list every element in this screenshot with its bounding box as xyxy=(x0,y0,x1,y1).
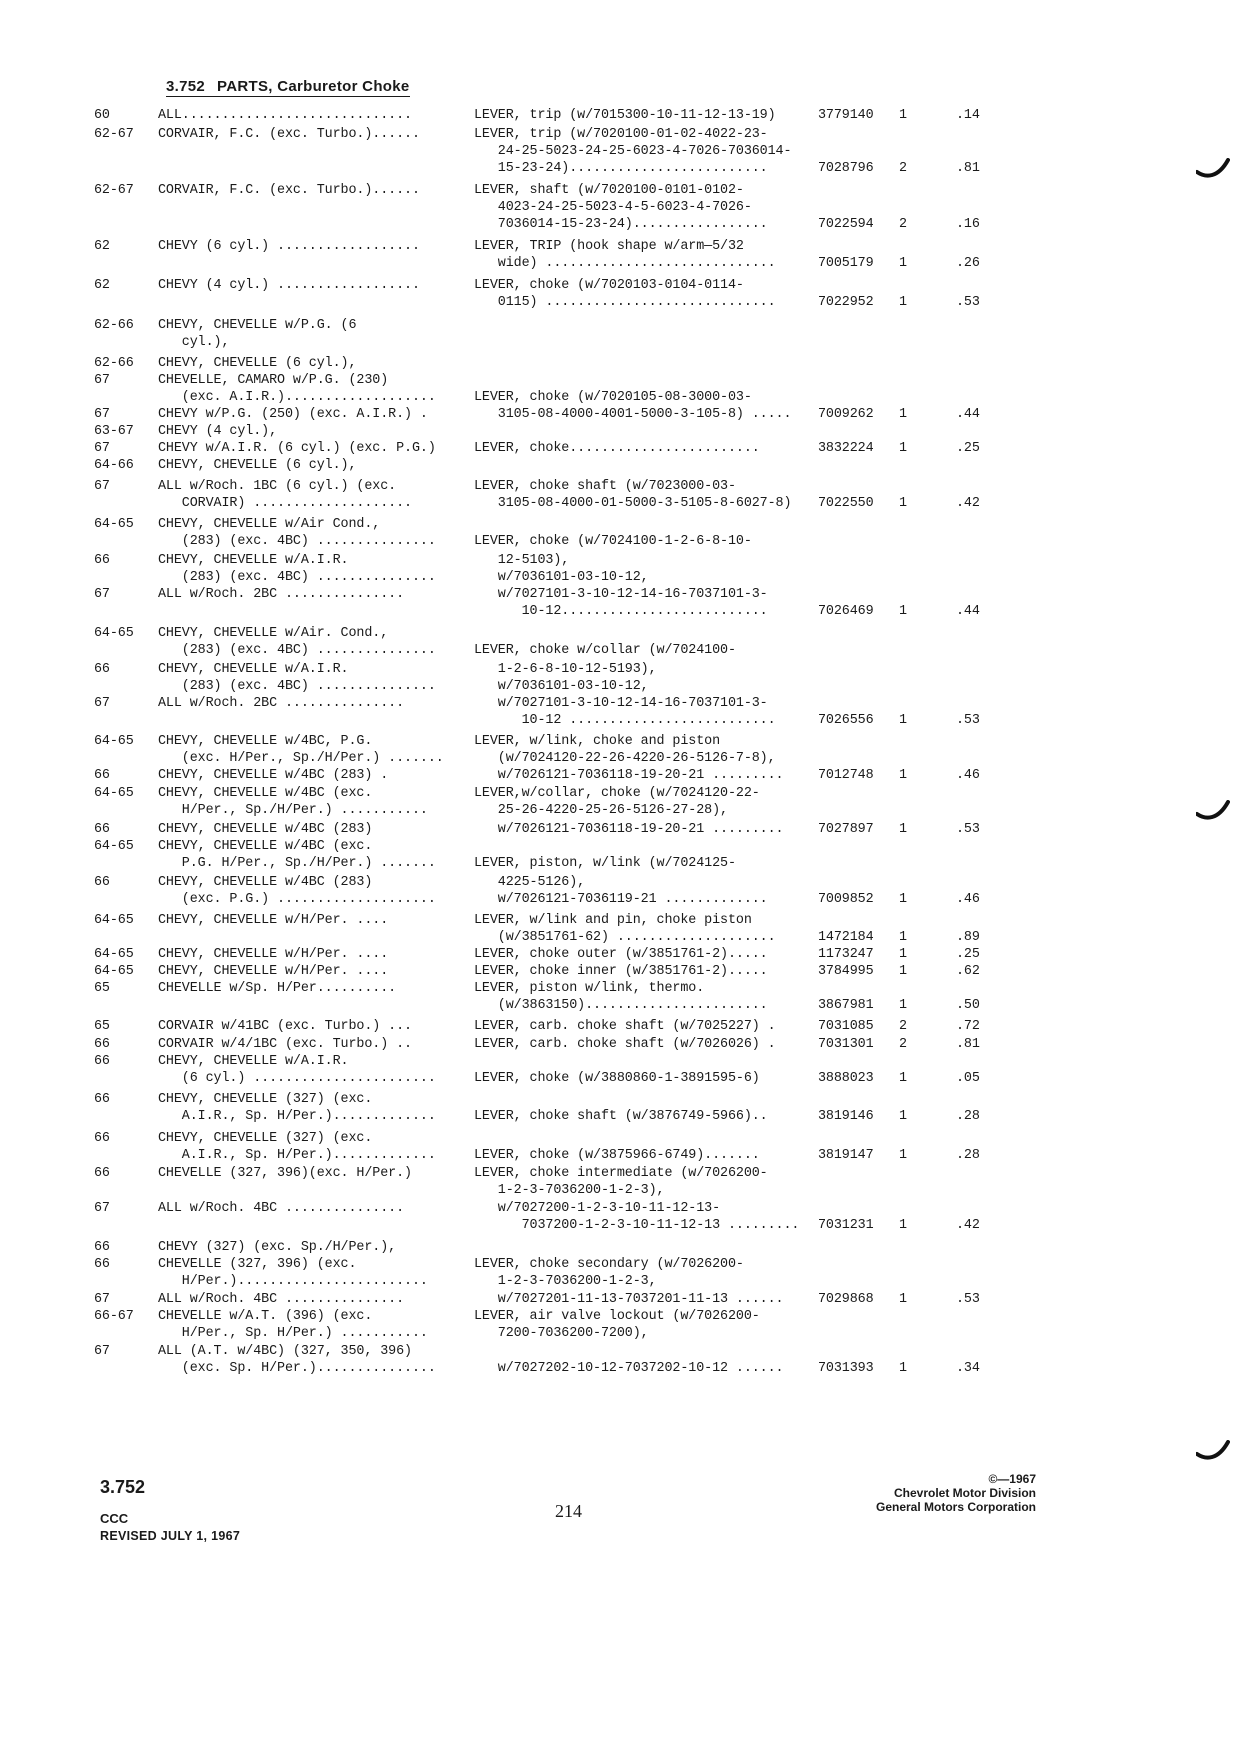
description-cell: LEVER, carb. choke shaft (w/7026026) . xyxy=(474,1037,776,1052)
model-cell: CHEVY, CHEVELLE w/Air. Cond., xyxy=(158,626,389,641)
description-cell: LEVER, choke intermediate (w/7026200- xyxy=(474,1166,768,1181)
model-cell: CORVAIR, F.C. (exc. Turbo.)...... xyxy=(158,127,420,142)
year-cell: 66 xyxy=(94,1054,110,1069)
model-cell: CHEVY, CHEVELLE w/4BC (exc. xyxy=(158,839,373,854)
quantity-cell: 1 xyxy=(899,604,907,619)
part-number-cell: 7012748 xyxy=(818,768,874,783)
description-cell: LEVER, choke (w/7020105-08-3000-03- xyxy=(474,390,752,405)
model-cell: H/Per., Sp. H/Per.) ........... xyxy=(158,1326,428,1341)
model-cell: CHEVY, CHEVELLE w/4BC (exc. xyxy=(158,786,373,801)
model-cell: CORVAIR w/41BC (exc. Turbo.) ... xyxy=(158,1019,412,1034)
model-cell: CHEVY (327) (exc. Sp./H/Per.), xyxy=(158,1240,397,1255)
model-cell: CHEVY, CHEVELLE (327) (exc. xyxy=(158,1092,373,1107)
quantity-cell: 1 xyxy=(899,108,907,123)
quantity-cell: 1 xyxy=(899,822,907,837)
part-number-cell: 3832224 xyxy=(818,441,874,456)
year-cell: 64-65 xyxy=(94,626,134,641)
part-number-cell: 7029868 xyxy=(818,1292,874,1307)
quantity-cell: 1 xyxy=(899,964,907,979)
description-cell: 7200-7036200-7200), xyxy=(474,1326,649,1341)
model-cell: CHEVY (6 cyl.) .................. xyxy=(158,239,420,254)
description-cell: 10-12 .......................... xyxy=(474,713,776,728)
footer-publisher xyxy=(876,1472,1036,1514)
price-cell: .28 xyxy=(956,1148,980,1163)
year-cell: 66 xyxy=(94,1131,110,1146)
description-cell: w/7026121-7036119-21 ............. xyxy=(474,892,768,907)
model-cell: ALL w/Roch. 2BC ............... xyxy=(158,696,405,711)
model-cell: CHEVY w/A.I.R. (6 cyl.) (exc. P.G.) xyxy=(158,441,436,456)
price-cell: .16 xyxy=(956,217,980,232)
description-cell: LEVER, trip (w/7015300-10-11-12-13-19) xyxy=(474,108,776,123)
footer-revised-date: REVISED JULY 1, 1967 xyxy=(100,1529,241,1543)
part-number-cell: 7022594 xyxy=(818,217,874,232)
corporation-name: General Motors Corporation xyxy=(875,1500,1036,1514)
part-number-cell: 7026469 xyxy=(818,604,874,619)
quantity-cell: 2 xyxy=(899,1037,907,1052)
description-cell: 3105-08-4000-4001-5000-3-105-8) ..... xyxy=(474,407,792,422)
binding-mark-icon xyxy=(1196,1440,1230,1466)
model-cell: CHEVY, CHEVELLE w/Air Cond., xyxy=(158,517,381,532)
description-cell: w/7036101-03-10-12, xyxy=(474,570,649,585)
model-cell: (283) (exc. 4BC) ............... xyxy=(158,570,436,585)
model-cell: CORVAIR) .................... xyxy=(158,496,412,511)
description-cell: w/7026121-7036118-19-20-21 ......... xyxy=(474,768,784,783)
part-number-cell: 7031393 xyxy=(818,1361,874,1376)
part-number-cell: 7022952 xyxy=(818,295,874,310)
model-cell: CORVAIR w/4/1BC (exc. Turbo.) .. xyxy=(158,1037,412,1052)
quantity-cell: 1 xyxy=(899,1292,907,1307)
description-cell: 25-26-4220-25-26-5126-27-28), xyxy=(474,803,728,818)
model-cell: ALL (A.T. w/4BC) (327, 350, 396) xyxy=(158,1344,412,1359)
year-cell: 66 xyxy=(94,662,110,677)
year-cell: 62 xyxy=(94,239,110,254)
model-cell: CHEVY, CHEVELLE w/A.I.R. xyxy=(158,1054,349,1069)
year-cell: 66 xyxy=(94,1257,110,1272)
year-cell: 67 xyxy=(94,696,110,711)
footer-section-number: 3.752 xyxy=(100,1477,146,1497)
description-cell: LEVER, choke outer (w/3851761-2)..... xyxy=(474,947,768,962)
model-cell: CHEVY (4 cyl.) .................. xyxy=(158,278,420,293)
model-cell: CHEVELLE, CAMARO w/P.G. (230) xyxy=(158,373,389,388)
part-number-cell: 7005179 xyxy=(818,256,874,271)
price-cell: .05 xyxy=(956,1071,980,1086)
model-cell: H/Per.)........................ xyxy=(158,1274,428,1289)
year-cell: 64-65 xyxy=(94,839,134,854)
model-cell: CHEVY, CHEVELLE w/H/Per. .... xyxy=(158,964,389,979)
year-cell: 67 xyxy=(94,441,110,456)
model-cell: H/Per., Sp./H/Per.) ........... xyxy=(158,803,428,818)
year-cell: 66-67 xyxy=(94,1309,134,1324)
description-cell: LEVER, shaft (w/7020100-0101-0102- xyxy=(474,183,744,198)
year-cell: 60 xyxy=(94,108,110,123)
description-cell: 24-25-5023-24-25-6023-4-7026-7036014- xyxy=(474,144,792,159)
year-cell: 66 xyxy=(94,1240,110,1255)
footer-ccc: CCC xyxy=(100,1511,129,1526)
part-number-cell: 7028796 xyxy=(818,161,874,176)
price-cell: .26 xyxy=(956,256,980,271)
model-cell: CHEVY, CHEVELLE (6 cyl.), xyxy=(158,458,357,473)
description-cell: LEVER, choke (w/3875966-6749)....... xyxy=(474,1148,760,1163)
model-cell: CHEVY, CHEVELLE w/H/Per. .... xyxy=(158,947,389,962)
year-cell: 67 xyxy=(94,373,110,388)
section-number: 3.752 xyxy=(166,78,206,95)
year-cell: 66 xyxy=(94,553,110,568)
description-cell: LEVER, piston, w/link (w/7024125- xyxy=(474,856,736,871)
description-cell: w/7036101-03-10-12, xyxy=(474,679,649,694)
price-cell: .81 xyxy=(956,1037,980,1052)
quantity-cell: 1 xyxy=(899,1361,907,1376)
model-cell: CHEVY, CHEVELLE w/4BC (283) xyxy=(158,875,373,890)
model-cell: CHEVELLE (327, 396) (exc. xyxy=(158,1257,357,1272)
description-cell: 3105-08-4000-01-5000-3-5105-8-6027-8) xyxy=(474,496,792,511)
description-cell: 1-2-3-7036200-1-2-3), xyxy=(474,1183,665,1198)
price-cell: .53 xyxy=(956,822,980,837)
year-cell: 62-66 xyxy=(94,318,134,333)
model-cell: CHEVY, CHEVELLE w/4BC (283) xyxy=(158,822,373,837)
description-cell: LEVER, choke (w/3880860-1-3891595-6) xyxy=(474,1071,760,1086)
description-cell: LEVER, choke w/collar (w/7024100- xyxy=(474,643,736,658)
year-cell: 64-65 xyxy=(94,913,134,928)
model-cell: CHEVY, CHEVELLE (327) (exc. xyxy=(158,1131,373,1146)
year-cell: 66 xyxy=(94,1166,110,1181)
description-cell: LEVER, choke (w/7024100-1-2-6-8-10- xyxy=(474,534,752,549)
price-cell: .34 xyxy=(956,1361,980,1376)
description-cell: 7036014-15-23-24)................. xyxy=(474,217,768,232)
part-number-cell: 3819147 xyxy=(818,1148,874,1163)
price-cell: .28 xyxy=(956,1109,980,1124)
model-cell: CHEVY, CHEVELLE w/A.I.R. xyxy=(158,553,349,568)
year-cell: 67 xyxy=(94,479,110,494)
year-cell: 67 xyxy=(94,587,110,602)
price-cell: .44 xyxy=(956,407,980,422)
model-cell: CHEVELLE (327, 396)(exc. H/Per.) xyxy=(158,1166,412,1181)
price-cell: .53 xyxy=(956,713,980,728)
part-number-cell: 7009852 xyxy=(818,892,874,907)
price-cell: .89 xyxy=(956,930,980,945)
part-number-cell: 3888023 xyxy=(818,1071,874,1086)
description-cell: 0115) ............................. xyxy=(474,295,776,310)
quantity-cell: 1 xyxy=(899,930,907,945)
year-cell: 64-66 xyxy=(94,458,134,473)
part-number-cell: 3819146 xyxy=(818,1109,874,1124)
year-cell: 66 xyxy=(94,1037,110,1052)
quantity-cell: 2 xyxy=(899,217,907,232)
description-cell: 4023-24-25-5023-4-5-6023-4-7026- xyxy=(474,200,752,215)
quantity-cell: 1 xyxy=(899,496,907,511)
price-cell: .81 xyxy=(956,161,980,176)
description-cell: LEVER, choke (w/7020103-0104-0114- xyxy=(474,278,744,293)
price-cell: .25 xyxy=(956,947,980,962)
quantity-cell: 1 xyxy=(899,713,907,728)
model-cell: CHEVELLE w/A.T. (396) (exc. xyxy=(158,1309,373,1324)
description-cell: w/7027201-11-13-7037201-11-13 ...... xyxy=(474,1292,784,1307)
model-cell: A.I.R., Sp. H/Per.)............. xyxy=(158,1148,436,1163)
price-cell: .25 xyxy=(956,441,980,456)
model-cell: CHEVELLE w/Sp. H/Per.......... xyxy=(158,981,397,996)
model-cell: CORVAIR, F.C. (exc. Turbo.)...... xyxy=(158,183,420,198)
model-cell: (exc. H/Per., Sp./H/Per.) ....... xyxy=(158,751,444,766)
year-cell: 66 xyxy=(94,822,110,837)
model-cell: (283) (exc. 4BC) ............... xyxy=(158,679,436,694)
year-cell: 66 xyxy=(94,875,110,890)
quantity-cell: 1 xyxy=(899,1218,907,1233)
model-cell: CHEVY, CHEVELLE w/H/Per. .... xyxy=(158,913,389,928)
year-cell: 62 xyxy=(94,278,110,293)
price-cell: .62 xyxy=(956,964,980,979)
model-cell: CHEVY, CHEVELLE w/A.I.R. xyxy=(158,662,349,677)
year-cell: 67 xyxy=(94,1201,110,1216)
model-cell: CHEVY (4 cyl.), xyxy=(158,424,278,439)
part-number-cell: 7031085 xyxy=(818,1019,874,1034)
model-cell: CHEVY, CHEVELLE w/4BC (283) . xyxy=(158,768,389,783)
part-number-cell: 3867981 xyxy=(818,998,874,1013)
copyright: ©—1967 xyxy=(988,1472,1036,1486)
year-cell: 65 xyxy=(94,1019,110,1034)
description-cell: LEVER, TRIP (hook shape w/arm—5/32 xyxy=(474,239,744,254)
part-number-cell: 7009262 xyxy=(818,407,874,422)
year-cell: 63-67 xyxy=(94,424,134,439)
binding-mark-icon xyxy=(1196,158,1230,184)
quantity-cell: 1 xyxy=(899,768,907,783)
model-cell: CHEVY, CHEVELLE w/P.G. (6 xyxy=(158,318,357,333)
year-cell: 62-66 xyxy=(94,356,134,371)
model-cell: ALL w/Roch. 1BC (6 cyl.) (exc. xyxy=(158,479,397,494)
quantity-cell: 1 xyxy=(899,407,907,422)
model-cell: A.I.R., Sp. H/Per.)............. xyxy=(158,1109,436,1124)
description-cell: 12-5103), xyxy=(474,553,570,568)
quantity-cell: 2 xyxy=(899,161,907,176)
part-number-cell: 3779140 xyxy=(818,108,874,123)
model-cell: ALL w/Roch. 4BC ............... xyxy=(158,1201,405,1216)
model-cell: (283) (exc. 4BC) ............... xyxy=(158,534,436,549)
model-cell: (6 cyl.) ....................... xyxy=(158,1071,436,1086)
description-cell: LEVER, choke........................ xyxy=(474,441,760,456)
model-cell: P.G. H/Per., Sp./H/Per.) ....... xyxy=(158,856,436,871)
quantity-cell: 1 xyxy=(899,998,907,1013)
year-cell: 66 xyxy=(94,1092,110,1107)
description-cell: 15-23-24)......................... xyxy=(474,161,768,176)
description-cell: (w/3863150)....................... xyxy=(474,998,768,1013)
description-cell: (w/7024120-22-26-4220-26-5126-7-8), xyxy=(474,751,776,766)
section-title: PARTS, Carburetor Choke xyxy=(217,78,410,95)
quantity-cell: 1 xyxy=(899,256,907,271)
description-cell: wide) ............................. xyxy=(474,256,776,271)
binding-mark-icon xyxy=(1196,800,1230,826)
year-cell: 62-67 xyxy=(94,183,134,198)
model-cell: ALL w/Roch. 4BC ............... xyxy=(158,1292,405,1307)
description-cell: w/7027101-3-10-12-14-16-7037101-3- xyxy=(474,696,768,711)
price-cell: .14 xyxy=(956,108,980,123)
quantity-cell: 1 xyxy=(899,892,907,907)
model-cell: CHEVY w/P.G. (250) (exc. A.I.R.) . xyxy=(158,407,428,422)
quantity-cell: 1 xyxy=(899,295,907,310)
page-number: 214 xyxy=(555,1501,582,1521)
description-cell: LEVER, carb. choke shaft (w/7025227) . xyxy=(474,1019,776,1034)
part-number-cell: 7026556 xyxy=(818,713,874,728)
description-cell: LEVER,w/collar, choke (w/7024120-22- xyxy=(474,786,760,801)
description-cell: LEVER, air valve lockout (w/7026200- xyxy=(474,1309,760,1324)
model-cell: (exc. P.G.) .................... xyxy=(158,892,436,907)
quantity-cell: 1 xyxy=(899,1071,907,1086)
description-cell: 10-12.......................... xyxy=(474,604,768,619)
year-cell: 64-65 xyxy=(94,947,134,962)
price-cell: .53 xyxy=(956,295,980,310)
price-cell: .42 xyxy=(956,496,980,511)
description-cell: LEVER, trip (w/7020100-01-02-4022-23- xyxy=(474,127,768,142)
quantity-cell: 1 xyxy=(899,1148,907,1163)
description-cell: LEVER, w/link and pin, choke piston xyxy=(474,913,752,928)
price-cell: .46 xyxy=(956,892,980,907)
model-cell: CHEVY, CHEVELLE (6 cyl.), xyxy=(158,356,357,371)
quantity-cell: 1 xyxy=(899,1109,907,1124)
year-cell: 64-65 xyxy=(94,786,134,801)
model-cell: (283) (exc. 4BC) ............... xyxy=(158,643,436,658)
year-cell: 67 xyxy=(94,407,110,422)
quantity-cell: 2 xyxy=(899,1019,907,1034)
description-cell: LEVER, choke inner (w/3851761-2)..... xyxy=(474,964,768,979)
description-cell: 1-2-6-8-10-12-5193), xyxy=(474,662,657,677)
part-number-cell: 7022550 xyxy=(818,496,874,511)
model-cell: (exc. Sp. H/Per.)............... xyxy=(158,1361,436,1376)
year-cell: 66 xyxy=(94,768,110,783)
price-cell: .46 xyxy=(956,768,980,783)
description-cell: 1-2-3-7036200-1-2-3, xyxy=(474,1274,657,1289)
description-cell: LEVER, w/link, choke and piston xyxy=(474,734,721,749)
division-name: Chevrolet Motor Division xyxy=(893,1486,1036,1500)
model-cell: CHEVY, CHEVELLE w/4BC, P.G. xyxy=(158,734,373,749)
model-cell: ALL w/Roch. 2BC ............... xyxy=(158,587,405,602)
description-cell: w/7027200-1-2-3-10-11-12-13- xyxy=(474,1201,721,1216)
year-cell: 67 xyxy=(94,1344,110,1359)
part-number-cell: 7031231 xyxy=(818,1218,874,1233)
description-cell: 4225-5126), xyxy=(474,875,586,890)
year-cell: 67 xyxy=(94,1292,110,1307)
description-cell: (w/3851761-62) .................... xyxy=(474,930,776,945)
model-cell: cyl.), xyxy=(158,335,230,350)
description-cell: w/7027202-10-12-7037202-10-12 ...... xyxy=(474,1361,784,1376)
model-cell: ALL............................. xyxy=(158,108,412,123)
price-cell: .42 xyxy=(956,1218,980,1233)
year-cell: 62-67 xyxy=(94,127,134,142)
quantity-cell: 1 xyxy=(899,947,907,962)
model-cell: (exc. A.I.R.)................... xyxy=(158,390,436,405)
description-cell: LEVER, choke secondary (w/7026200- xyxy=(474,1257,744,1272)
part-number-cell: 7027897 xyxy=(818,822,874,837)
part-number-cell: 1472184 xyxy=(818,930,874,945)
quantity-cell: 1 xyxy=(899,441,907,456)
description-cell: LEVER, piston w/link, thermo. xyxy=(474,981,705,996)
price-cell: .53 xyxy=(956,1292,980,1307)
part-number-cell: 3784995 xyxy=(818,964,874,979)
price-cell: .72 xyxy=(956,1019,980,1034)
year-cell: 65 xyxy=(94,981,110,996)
description-cell: 7037200-1-2-3-10-11-12-13 ......... xyxy=(474,1218,800,1233)
year-cell: 64-65 xyxy=(94,734,134,749)
description-cell: w/7027101-3-10-12-14-16-7037101-3- xyxy=(474,587,768,602)
price-cell: .44 xyxy=(956,604,980,619)
description-cell: w/7026121-7036118-19-20-21 ......... xyxy=(474,822,784,837)
description-cell: LEVER, choke shaft (w/3876749-5966).. xyxy=(474,1109,768,1124)
part-number-cell: 7031301 xyxy=(818,1037,874,1052)
description-cell: LEVER, choke shaft (w/7023000-03- xyxy=(474,479,736,494)
price-cell: .50 xyxy=(956,998,980,1013)
year-cell: 64-65 xyxy=(94,517,134,532)
year-cell: 64-65 xyxy=(94,964,134,979)
part-number-cell: 1173247 xyxy=(818,947,874,962)
